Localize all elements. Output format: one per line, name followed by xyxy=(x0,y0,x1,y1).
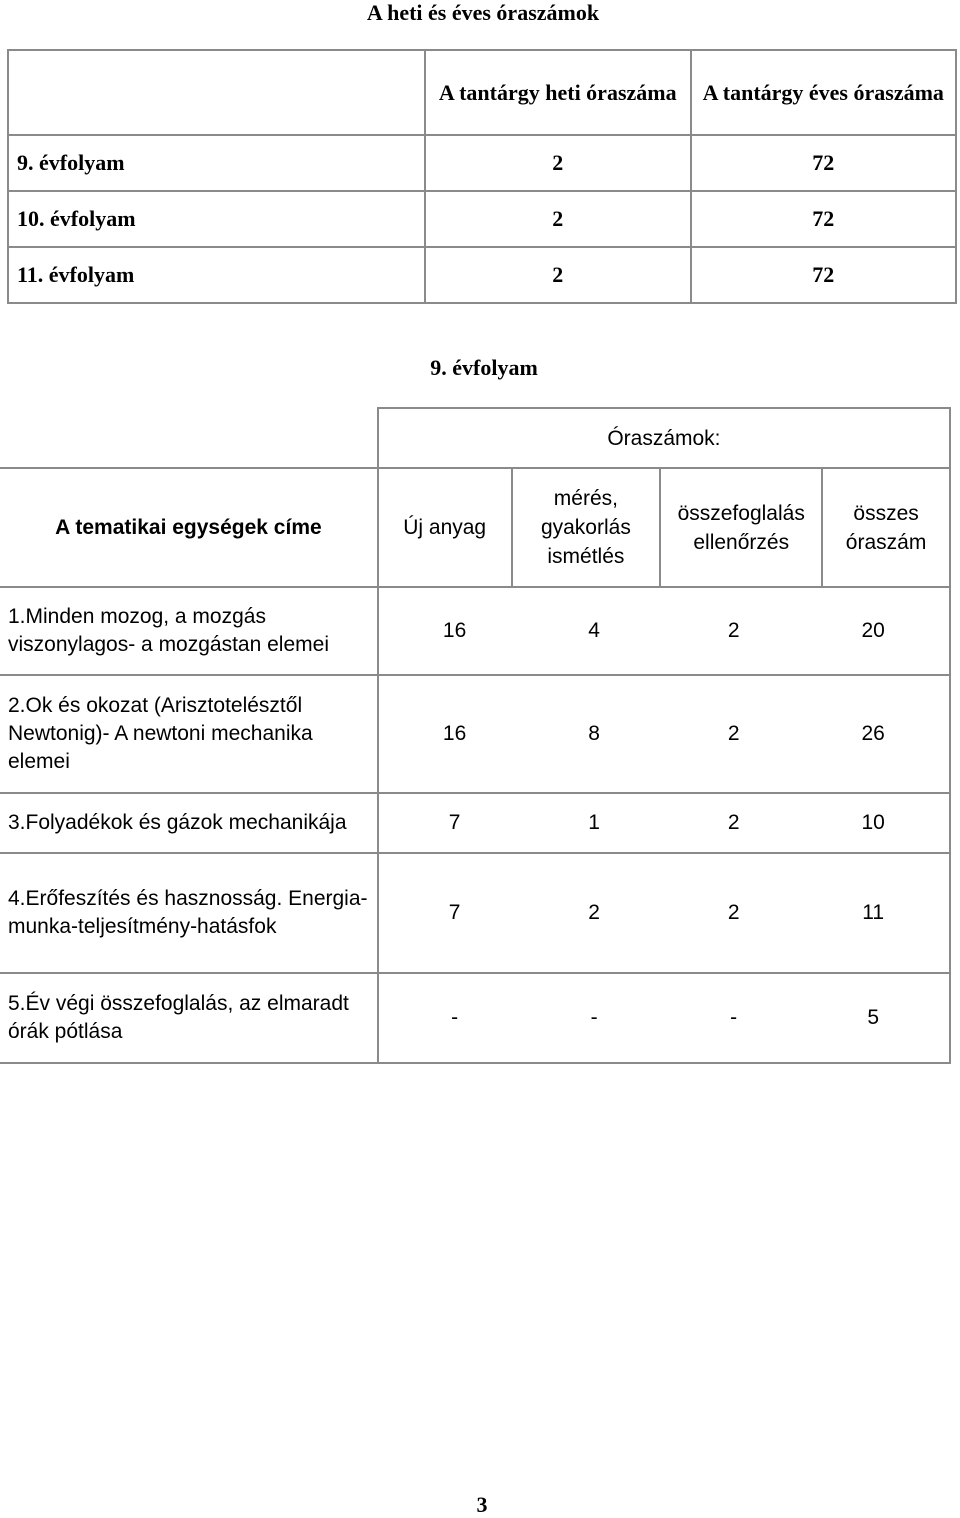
total-value: 10 xyxy=(861,811,885,834)
header-total: összes óraszám xyxy=(822,468,950,587)
values-group xyxy=(378,675,950,793)
new-material-value: 16 xyxy=(442,722,467,745)
new-material-value: 7 xyxy=(448,811,461,834)
topic-title: 1.Minden mozog, a mozgás viszonylagos- a mozgástan elemei xyxy=(0,587,378,675)
topic-title: 5.Év végi összefoglalás, az elmaradt órák pótlása xyxy=(0,973,378,1063)
grade-label: 10. évfolyam xyxy=(8,191,425,247)
column-header-row xyxy=(0,468,950,587)
yearly-value: 72 xyxy=(691,191,957,247)
hours-group-header: Óraszámok: xyxy=(378,408,950,468)
topic-title: 4.Erőfeszítés és hasznosság. Energia-munka-teljesítmény-hatásfok xyxy=(0,853,378,973)
practice-value: 4 xyxy=(588,619,600,642)
header-yearly-hours: A tantárgy éves óraszáma xyxy=(691,50,957,135)
values-group xyxy=(378,793,950,853)
new-material-value: 7 xyxy=(448,901,461,924)
practice-value: - xyxy=(590,1006,598,1029)
grade-label: 9. évfolyam xyxy=(8,135,425,191)
topic-title: 2.Ok és okozat (Arisztotelésztől Newtonig)- A newtoni mechanika elemei xyxy=(0,675,378,793)
weekly-value: 2 xyxy=(425,191,690,247)
header-topic: A tematikai egységek címe xyxy=(0,468,378,587)
table-row xyxy=(8,247,956,303)
total-value: 26 xyxy=(861,722,885,745)
table-row xyxy=(0,973,950,1063)
weekly-hours-table xyxy=(7,49,957,304)
new-material-value: - xyxy=(451,1006,459,1029)
topic-hours-table xyxy=(0,407,951,1064)
header-weekly-hours: A tantárgy heti óraszáma xyxy=(425,50,690,135)
weekly-value: 2 xyxy=(425,135,690,191)
practice-value: 1 xyxy=(588,811,600,834)
total-value: 20 xyxy=(861,619,885,642)
table-row xyxy=(8,135,956,191)
table-row xyxy=(0,793,950,853)
group-header-row xyxy=(0,408,950,468)
yearly-value: 72 xyxy=(691,247,957,303)
new-material-value: 16 xyxy=(442,619,467,642)
review-value: - xyxy=(730,1006,738,1029)
header-review: összefoglalás ellenőrzés xyxy=(660,468,822,587)
header-practice: mérés, gyakorlás ismétlés xyxy=(512,468,661,587)
table-row xyxy=(0,675,950,793)
header-new-material: Új anyag xyxy=(378,468,512,587)
practice-value: 8 xyxy=(588,722,600,745)
values-group xyxy=(378,853,950,973)
review-value: 2 xyxy=(727,722,740,745)
weekly-value: 2 xyxy=(425,247,690,303)
values-group xyxy=(378,587,950,675)
empty-cell xyxy=(0,408,378,468)
review-value: 2 xyxy=(727,619,740,642)
grade-title: 9. évfolyam xyxy=(430,355,538,380)
values-group xyxy=(378,973,950,1063)
topic-title: 3.Folyadékok és gázok mechanikája xyxy=(0,793,378,853)
practice-value: 2 xyxy=(588,901,600,924)
total-value: 5 xyxy=(867,1006,880,1029)
table-row xyxy=(8,191,956,247)
grade-label: 11. évfolyam xyxy=(8,247,425,303)
total-value: 11 xyxy=(862,901,885,924)
review-value: 2 xyxy=(727,901,740,924)
table-header-row xyxy=(8,50,956,135)
yearly-value: 72 xyxy=(691,135,957,191)
review-value: 2 xyxy=(727,811,740,834)
header-empty-cell xyxy=(8,50,425,135)
page-number: 3 xyxy=(476,1492,488,1517)
table-row xyxy=(0,853,950,973)
table-row xyxy=(0,587,950,675)
page-title: A heti és éves óraszámok xyxy=(366,0,600,25)
